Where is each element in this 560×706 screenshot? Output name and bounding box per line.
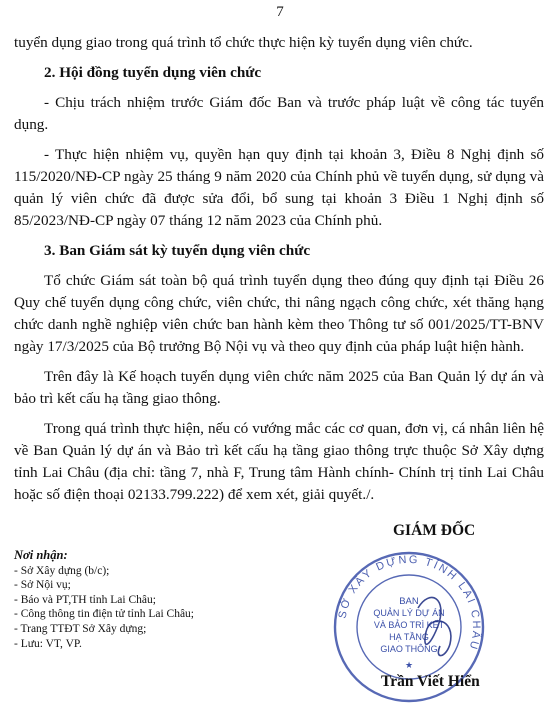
seal-line: GIAO THÔNG (380, 644, 438, 654)
seal-outer-text: SỞ XÂY DỰNG TỈNH LAI CHÂU (336, 553, 483, 653)
seal-line: QUẢN LÝ DỰ ÁN (373, 608, 445, 618)
seal-line: HẠ TẦNG (389, 632, 429, 642)
page-number: 7 (276, 4, 284, 20)
paragraph: - Thực hiện nhiệm vụ, quyền hạn quy định tại khoản 3, Điều 8 Nghị định số 115/2020/NĐ-CP ngày 25 tháng 9 năm 2020 của Chính phủ về tuyển dụng, sử dụng và quản lý viên chức đã được sửa đổi, bổ sung tại khoản 3 Điều 1 Nghị định số 85/2023/NĐ-CP ngày 07 tháng 12 năm 2023 của Chính phủ. (14, 146, 544, 229)
recipient-item: - Sở Xây dựng (b/c); (14, 564, 110, 577)
signer-title: GIÁM ĐỐC (393, 522, 476, 539)
document-body (14, 32, 544, 506)
paragraph: Trên đây là Kế hoạch tuyển dụng viên chức năm 2025 của Ban Quản lý dự án và bảo trì kết cấu hạ tầng giao thông. (14, 368, 544, 407)
svg-text:★: ★ (404, 660, 414, 670)
paragraph: Trong quá trình thực hiện, nếu có vướng mắc các cơ quan, đơn vị, cá nhân liên hệ về Ban Quản lý dự án và Bảo trì kết cấu hạ tầng giao thông trực thuộc Sở Xây dựng tỉnh Lai Châu (địa chỉ: tầng 7, nhà F, Trung tâm Hành chính- Chính trị tỉnh Lai Châu hoặc số điện thoại 02133.799.222) để xem xét, giải quyết./. (14, 420, 544, 503)
recipient-item: - Trang TTĐT Sở Xây dựng; (14, 622, 147, 635)
recipient-item: - Lưu: VT, VP. (14, 637, 82, 650)
paragraph: Tổ chức Giám sát toàn bộ quá trình tuyển dụng theo đúng quy định tại Điều 26 Quy chế tuyển dụng công chức, viên chức, thi nâng ngạch công chức, xét thăng hạng chức danh nghề nghiệp viên chức ban hành kèm theo Thông tư số 001/2025/TT-BNV ngày 17/3/2025 của Bộ trưởng Bộ Nội vụ và theo quy định của pháp luật hiện hành. (14, 272, 544, 355)
recipient-item: - Sở Nội vụ; (14, 579, 71, 592)
recipients-block (14, 548, 314, 651)
paragraph: - Chịu trách nhiệm trước Giám đốc Ban và trước pháp luật về công tác tuyển dụng. (14, 94, 544, 133)
recipients-title: Nơi nhận: (14, 548, 68, 562)
recipient-item: - Báo và PT,TH tỉnh Lai Châu; (14, 593, 156, 606)
seal-line: VÀ BẢO TRÌ KẾT (373, 620, 445, 630)
recipient-item: - Công thông tin điện tử tỉnh Lai Châu; (14, 608, 194, 621)
signer-name: Trần Viết Hiển (381, 673, 480, 690)
paragraph: tuyển dụng giao trong quá trình tổ chức thực hiện kỳ tuyển dụng viên chức. (14, 34, 473, 51)
section-heading: 3. Ban Giám sát kỳ tuyển dụng viên chức (44, 242, 311, 259)
section-heading: 2. Hội đồng tuyển dụng viên chức (44, 64, 262, 81)
seal-line: BAN (399, 596, 419, 607)
